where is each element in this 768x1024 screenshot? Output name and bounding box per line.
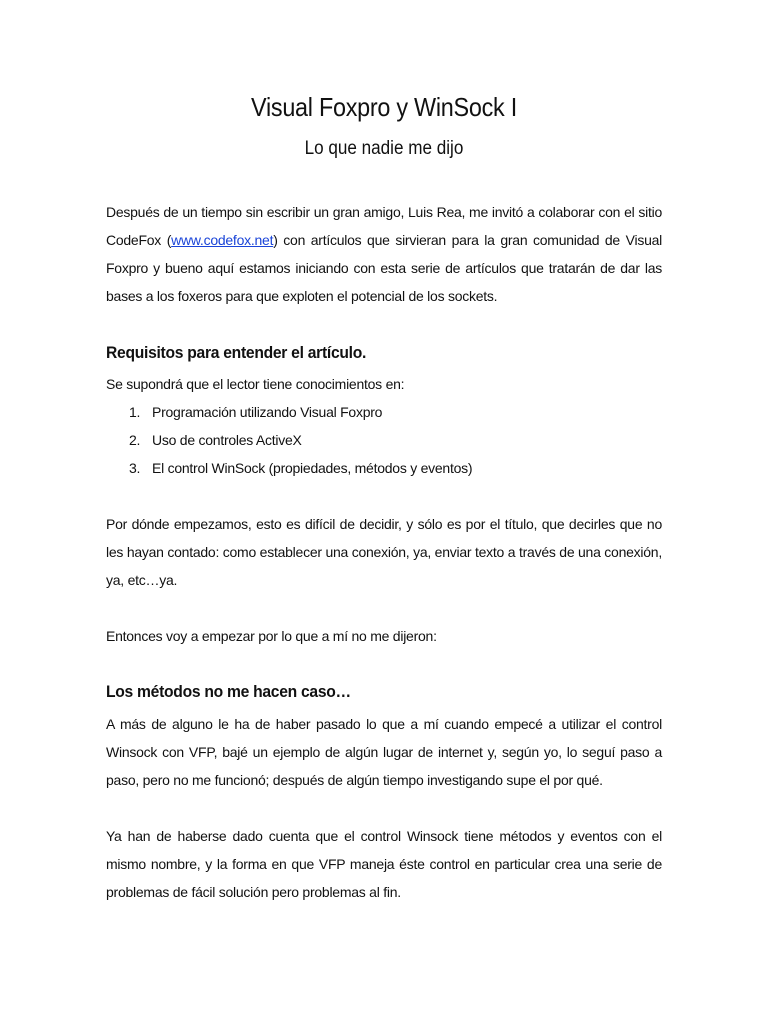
page-subtitle: Lo que nadie me dijo: [304, 138, 464, 159]
methods-paragraph-1: A más de alguno le ha de haber pasado lo que a mí cuando empecé a utilizar el control Winsock con VFP, bajé un ejemplo de algún lugar de internet y, según yo, lo seguí paso a paso, pero no me funcionó; después de algún tiempo investigando supe el por qué.: [106, 716, 662, 788]
list-item-text: Uso de controles ActiveX: [152, 432, 302, 448]
codefox-link[interactable]: www.codefox.net: [171, 232, 274, 248]
list-item-number: 1.: [129, 404, 141, 420]
requirements-list: [106, 398, 662, 482]
requirements-lead: Se supondrá que el lector tiene conocimientos en:: [106, 376, 405, 392]
intro-text-part2: ) con artículos que sirvieran para la gran comunidad de Visual Foxpro y bueno aquí estamos iniciando con esta serie de artículos que tratarán de dar las bases a los foxeros para que exploten el potencial de los sockets.: [106, 232, 662, 304]
methods-paragraph-2: Ya han de haberse dado cuenta que el control Winsock tiene métodos y eventos con el mismo nombre, y la forma en que VFP maneja éste control en particular crea una serie de problemas de fácil solución pero problemas al fin.: [106, 828, 662, 900]
methods-heading: Los métodos no me hacen caso…: [106, 682, 351, 701]
list-item-number: 2.: [129, 432, 141, 448]
list-item: [106, 398, 662, 426]
start-paragraph: Por dónde empezamos, esto es difícil de decidir, y sólo es por el título, que decirles que no les hayan contado: como establecer una conexión, ya, enviar texto a través de una conexión, ya, etc…ya.: [106, 516, 662, 588]
list-item: [106, 426, 662, 454]
page-title: Visual Foxpro y WinSock I: [251, 92, 517, 122]
list-item-text: El control WinSock (propiedades, métodos y eventos): [152, 460, 473, 476]
intro-paragraph: [106, 198, 662, 310]
then-paragraph: Entonces voy a empezar por lo que a mí no me dijeron:: [106, 628, 437, 644]
intro-text-part1: Después de un tiempo sin escribir un gran amigo, Luis Rea, me invitó a colaborar con el sitio CodeFox (: [106, 204, 662, 248]
list-item-number: 3.: [129, 460, 141, 476]
list-item-text: Programación utilizando Visual Foxpro: [152, 404, 383, 420]
list-item: [106, 454, 662, 482]
requirements-heading: Requisitos para entender el artículo.: [106, 343, 367, 362]
